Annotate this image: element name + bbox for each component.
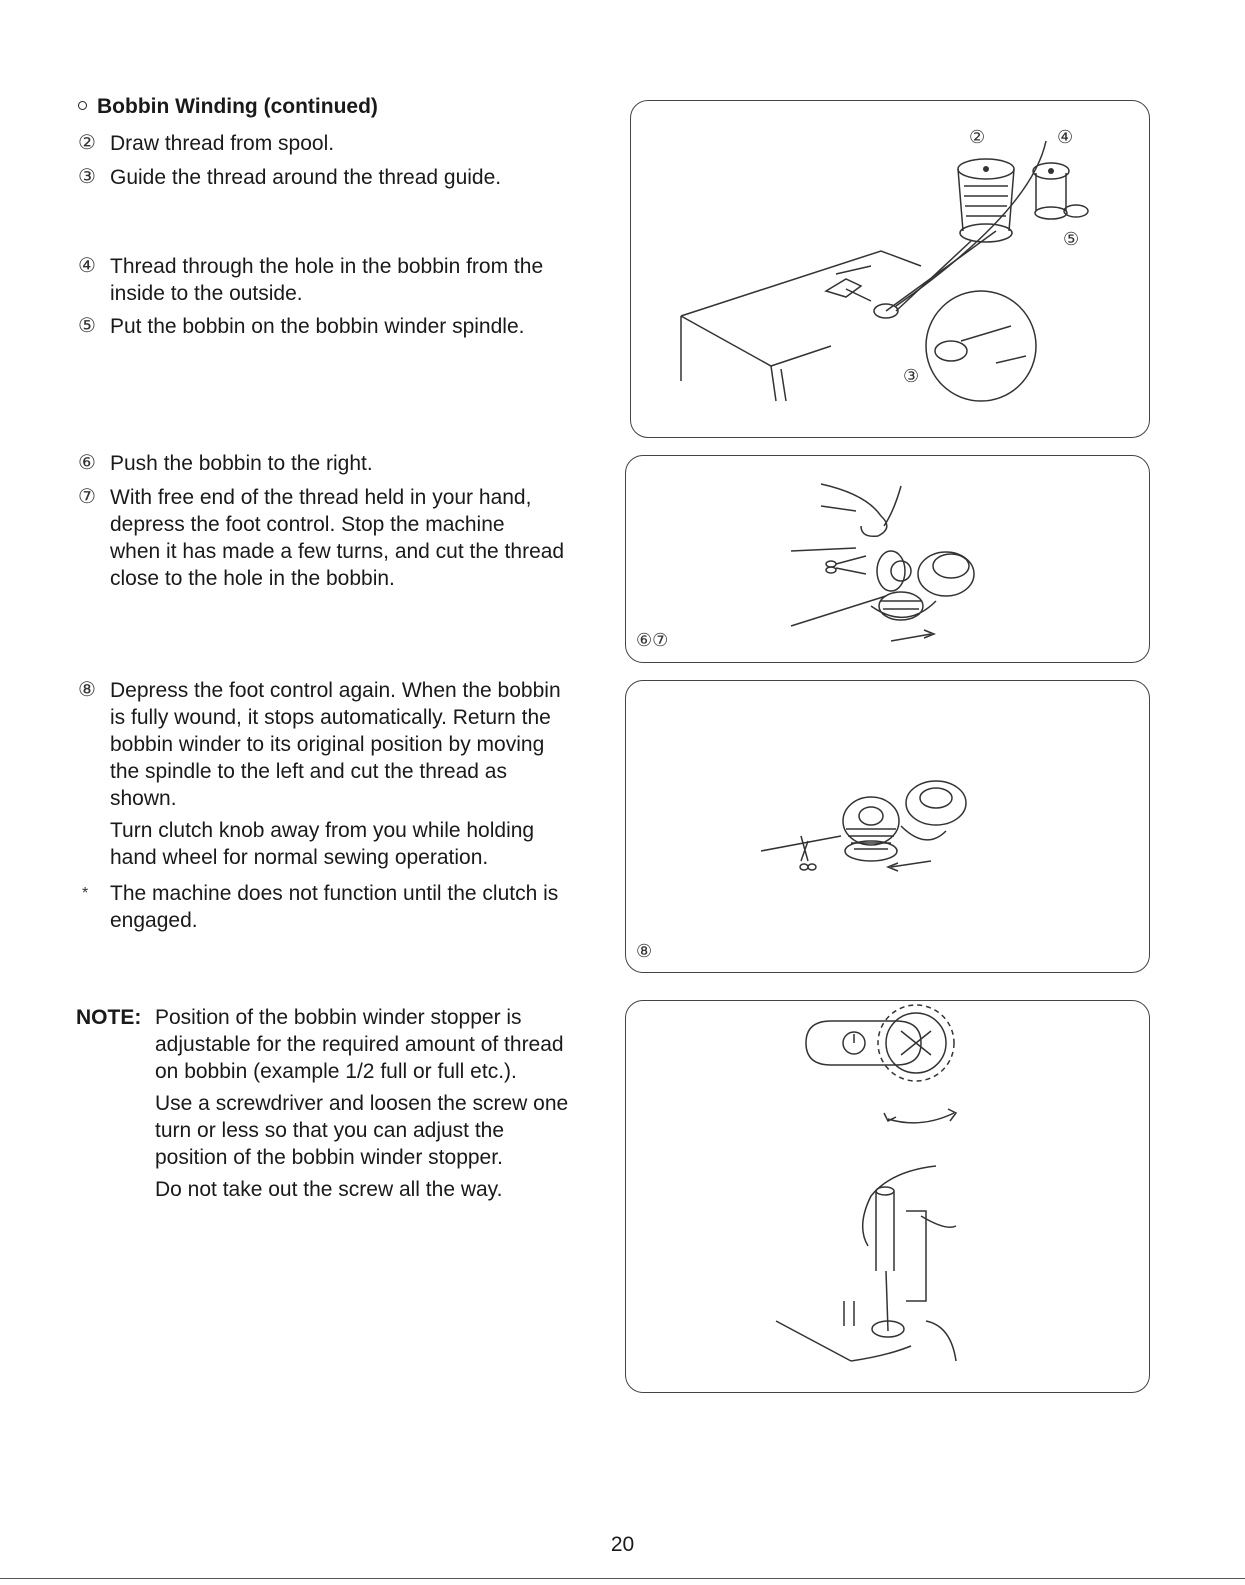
note-text: on bobbin (example 1/2 full or full etc.). xyxy=(155,1060,517,1083)
clutch-text: Turn clutch knob away from you while holding xyxy=(110,819,535,842)
figure-cut-thread xyxy=(625,455,1150,663)
step-text: Thread through the hole in the bobbin from the xyxy=(110,255,544,278)
step-text: bobbin winder to its original position by moving xyxy=(110,733,545,756)
cut-thread-illustration xyxy=(626,456,1151,664)
step-number: ④ xyxy=(78,255,96,277)
step-text: close to the hole in the bobbin. xyxy=(110,567,395,590)
step-text: Push the bobbin to the right. xyxy=(110,452,373,475)
bottom-rule xyxy=(0,1578,1245,1579)
stopper-screw-illustration xyxy=(626,1001,1151,1394)
asterisk-text: engaged. xyxy=(110,909,198,932)
figure-callout: ⑧ xyxy=(636,941,653,961)
note-text: Use a screwdriver and loosen the screw one xyxy=(155,1092,569,1115)
asterisk-text: The machine does not function until the clutch is xyxy=(110,882,559,905)
step-number: ⑦ xyxy=(78,486,96,508)
full-bobbin-illustration xyxy=(626,681,1151,974)
step-text: Depress the foot control again. When the bobbin xyxy=(110,679,561,702)
thread-spool-illustration xyxy=(631,101,1151,439)
section-heading xyxy=(78,93,378,120)
section-heading-text: Bobbin Winding (continued) xyxy=(97,95,378,118)
figure-callout: ④ xyxy=(1057,127,1074,147)
step-text: shown. xyxy=(110,787,177,810)
clutch-text: hand wheel for normal sewing operation. xyxy=(110,846,489,869)
asterisk-mark: * xyxy=(82,885,89,902)
note-text: turn or less so that you can adjust the xyxy=(155,1119,505,1142)
step-text: the spindle to the left and cut the thread as xyxy=(110,760,507,783)
step-number: ⑥ xyxy=(78,452,96,474)
note-text: Position of the bobbin winder stopper is xyxy=(155,1006,522,1029)
figure-full-bobbin xyxy=(625,680,1150,973)
note-text: position of the bobbin winder stopper. xyxy=(155,1146,503,1169)
step-text: when it has made a few turns, and cut the thread xyxy=(110,540,565,563)
note-label: NOTE: xyxy=(76,1006,142,1029)
step-text: is fully wound, it stops automatically. Return the xyxy=(110,706,551,729)
step-text: With free end of the thread held in your hand, xyxy=(110,486,532,509)
step-text: Guide the thread around the thread guide. xyxy=(110,166,502,189)
note-text: Do not take out the screw all the way. xyxy=(155,1178,503,1201)
note-text: adjustable for the required amount of thread xyxy=(155,1033,564,1056)
figure-callout: ② xyxy=(969,127,986,147)
bullet-icon xyxy=(78,101,87,110)
page-number: 20 xyxy=(610,1533,635,1556)
step-number: ⑤ xyxy=(78,315,96,337)
figure-stopper-screw xyxy=(625,1000,1150,1393)
figure-callout: ③ xyxy=(903,366,920,386)
step-text: depress the foot control. Stop the machine xyxy=(110,513,505,536)
figure-callout: ⑤ xyxy=(1063,229,1080,249)
figure-thread-spool xyxy=(630,100,1150,438)
step-text: Put the bobbin on the bobbin winder spindle. xyxy=(110,315,525,338)
step-number: ③ xyxy=(78,166,96,188)
step-text: Draw thread from spool. xyxy=(110,132,335,155)
step-number: ② xyxy=(78,132,96,154)
step-number: ⑧ xyxy=(78,679,96,701)
step-text: inside to the outside. xyxy=(110,282,303,305)
figure-callout: ⑥⑦ xyxy=(636,630,669,650)
